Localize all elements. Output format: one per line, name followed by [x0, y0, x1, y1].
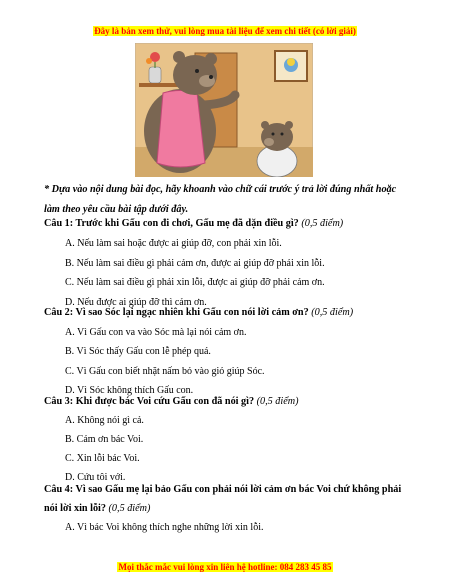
question-4-title-line-2	[44, 503, 150, 514]
question-1-option-a: A. Nếu làm sai hoặc được ai giúp đỡ, con phải xin lỗi.	[65, 238, 282, 249]
question-4-text-line-1: Câu 4: Vì sao Gấu mẹ lại bảo Gấu con phải nói lời cảm ơn bác Voi chứ không phải	[44, 484, 402, 495]
question-1-text: Câu 1: Trước khi Gấu con đi chơi, Gấu mẹ đã dặn điều gì?	[44, 218, 299, 229]
question-3-title	[44, 396, 298, 407]
header-banner-text: Đây là bản xem thử, vui lòng mua tài liệu để xem chi tiết (có lời giải)	[94, 26, 356, 36]
header-banner	[0, 26, 450, 36]
question-2-points: (0,5 điểm)	[311, 307, 354, 318]
question-2-option-a: A. Vì Gấu con va vào Sóc mà lại nói cảm ơn.	[65, 327, 247, 338]
instruction-line-1: * Dựa vào nội dung bài đọc, hãy khoanh vào chữ cái trước ý trả lời đúng nhất hoặc	[44, 184, 397, 195]
question-2-option-b: B. Vì Sóc thấy Gấu con lễ phép quá.	[65, 346, 211, 357]
question-3-option-d: D. Cứu tôi với.	[65, 472, 126, 483]
question-2-title	[44, 307, 353, 318]
instruction-block	[44, 180, 414, 219]
question-2-option-d: D. Vì Sóc không thích Gấu con.	[65, 385, 194, 396]
question-4-title-line-1	[44, 484, 401, 495]
question-3-option-a: A. Không nói gì cả.	[65, 415, 144, 426]
bear-illustration	[135, 43, 313, 177]
question-3-option-b: B. Cảm ơn bác Voi.	[65, 434, 144, 445]
question-4-text-line-2: nói lời xin lỗi?	[44, 503, 106, 514]
question-1-option-d: D. Nếu được ai giúp đỡ thì cảm ơn.	[65, 297, 207, 308]
question-2-text: Câu 2: Vì sao Sóc lại ngạc nhiên khi Gấu con nói lời cảm ơn?	[44, 307, 309, 318]
instruction-line-2: làm theo yêu cầu bài tập dưới đây.	[44, 203, 189, 215]
footer-banner-text: Mọi thắc mắc vui lòng xin liên hệ hotline: 084 283 45 85	[118, 562, 332, 572]
question-1-title	[44, 218, 343, 229]
question-1-points: (0,5 điểm)	[301, 218, 344, 229]
footer-banner	[0, 562, 450, 572]
question-3-text: Câu 3: Khi được bác Voi cứu Gấu con đã nói gì?	[44, 396, 255, 407]
question-4-points: (0,5 điểm)	[108, 503, 151, 514]
question-1-option-b: B. Nếu làm sai điều gì phải cảm ơn, được ai giúp đỡ phải xin lỗi.	[65, 258, 325, 269]
question-1-option-c: C. Nếu làm sai điều gì phải xin lỗi, được ai giúp đỡ phải cảm ơn.	[65, 277, 325, 288]
question-3-option-c: C. Xin lỗi bác Voi.	[65, 453, 140, 464]
question-3-points: (0,5 điểm)	[256, 396, 299, 407]
question-4-option-a: A. Vì bác Voi không thích nghe những lời xin lỗi.	[65, 522, 264, 533]
question-2-option-c: C. Vì Gấu con biết nhặt nấm bỏ vào giỏ giúp Sóc.	[65, 366, 265, 377]
